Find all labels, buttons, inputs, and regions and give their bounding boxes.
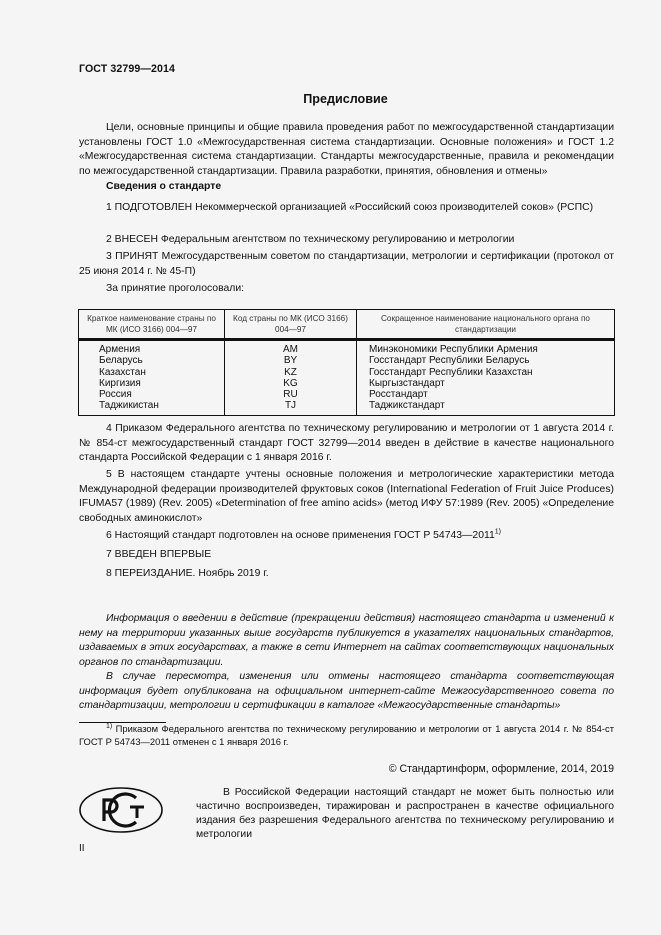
column-header-country: Краткое наименование страны по МК (ИСО 3166) 004—97 — [79, 310, 225, 340]
country-code: TJ — [225, 400, 357, 415]
intro-paragraph: Цели, основные принципы и общие правила проведения работ по межгосударственной стандартизации установлены ГОСТ 1.0 «Межгосударственная система стандартизации. Основные положения» и ГОСТ 1.2 «Межгосударственная система стандартизации. Стандарты межгосударственные, правила и рекомендации по межгосударственной стандартизации. Правила разработки, принятия, обновления и отмены» — [79, 122, 614, 177]
table-row — [79, 340, 615, 356]
item-7: 7 ВВЕДЕН ВПЕРВЫЕ — [106, 549, 212, 560]
table-row — [79, 400, 615, 415]
country-code: KZ — [225, 367, 357, 378]
item-1: 1 ПОДГОТОВЛЕН Некоммерческой организацией «Российский союз производителей соков» (РСПС) — [106, 202, 594, 213]
country-code: RU — [225, 389, 357, 400]
legal-notice-text: В Российской Федерации настоящий стандарт не может быть полностью или частично воспроизведен, тиражирован и распространен в качестве официального издания без разрешения Федерального агентства по техническому регулированию и метрологии — [196, 787, 614, 840]
column-header-code: Код страны по МК (ИСО 3166) 004—97 — [225, 310, 357, 340]
country-name: Россия — [79, 389, 225, 400]
table-row — [79, 367, 615, 378]
item-5: 5 В настоящем стандарте учтены основные положения и метрологические характеристики метода Международной федерации производителей фруктовых соков (International Federation of Fruit Juice Produces) IFUMA57 (1989) (Rev. 2005) «Determination of free amino acids» (метод ИФУ 57:1989 (Rev. 2005) «Определение свободных аминокислот» — [79, 469, 614, 524]
authority-name: Минэкономики Республики Армения — [357, 340, 615, 356]
voting-table — [78, 309, 615, 416]
authority-name: Госстандарт Республики Беларусь — [357, 355, 615, 366]
page-title — [0, 92, 661, 107]
country-name: Казахстан — [79, 367, 225, 378]
item-2: 2 ВНЕСЕН Федеральным агентством по техническому регулированию и метрологии — [106, 234, 515, 245]
legal-notice — [196, 786, 614, 842]
copyright: © Стандартинформ, оформление, 2014, 2019 — [388, 763, 614, 775]
country-name: Армения — [79, 340, 225, 356]
footnote-marker: 1) — [106, 722, 113, 730]
page-title-text: Предисловие — [303, 92, 388, 106]
item-3: 3 ПРИНЯТ Межгосударственным советом по стандартизации, метрологии и сертификации (протокол от 25 июня 2014 г. № 45-П) — [79, 251, 614, 277]
footnote — [79, 723, 614, 748]
country-code: BY — [225, 355, 357, 366]
table-row — [79, 378, 615, 389]
item-6-text: 6 Настоящий стандарт подготовлен на основе применения ГОСТ Р 54743—2011 — [106, 530, 495, 541]
item-8: 8 ПЕРЕИЗДАНИЕ. Ноябрь 2019 г. — [106, 568, 269, 579]
item-6 — [79, 529, 614, 544]
table-row — [79, 389, 615, 400]
authority-name: Таджикстандарт — [357, 400, 615, 415]
authority-name: Кыргызстандарт — [357, 378, 615, 389]
country-name: Беларусь — [79, 355, 225, 366]
footnote-ref: 1) — [494, 528, 502, 536]
voted-label: За принятие проголосовали: — [106, 283, 245, 294]
item-4: 4 Приказом Федерального агентства по техническому регулированию и метрологии от 1 августа 2014 г. № 854-ст межгосударственный стандарт ГОСТ 32799—2014 введен в действие в качестве национального стандарта Российской Федерации с 1 января 2016 г. — [79, 423, 614, 464]
info-notice-paragraph-1: Информация о введении в действие (прекращении действия) настоящего стандарта и изменений к нему на территории указанных выше государств публикуется в указателях национальных стандартов, издаваемых в этих государствах, а также в сети Интернет на сайтах соответствующих национальных органов по стандартизации. — [79, 613, 614, 668]
column-header-authority: Сокращенное наименование национального органа по стандартизации — [357, 310, 615, 340]
country-name: Таджикистан — [79, 400, 225, 415]
table-row — [79, 355, 615, 366]
footnote-text: Приказом Федерального агентства по техническому регулированию и метрологии от 1 августа 2014 г. № 854-ст ГОСТ Р 54743—2011 отменен с 1 января 2016 г. — [79, 723, 614, 747]
authority-name: Госстандарт Республики Казахстан — [357, 367, 615, 378]
document-id: ГОСТ 32799—2014 — [79, 63, 176, 75]
rst-certification-mark-icon — [78, 786, 164, 834]
authority-name: Росстандарт — [357, 389, 615, 400]
page-number: II — [79, 843, 85, 854]
country-code: AM — [225, 340, 357, 356]
country-code: KG — [225, 378, 357, 389]
table-header-row — [79, 310, 615, 340]
country-name: Киргизия — [79, 378, 225, 389]
info-heading: Сведения о стандарте — [106, 181, 222, 192]
info-notice-paragraph-2: В случае пересмотра, изменения или отмены настоящего стандарта соответствующая информация будет опубликована на официальном интернет-сайте Межгосударственного совета по стандартизации, метрологии и сертификации в каталоге «Межгосударственные стандарты» — [79, 671, 614, 712]
